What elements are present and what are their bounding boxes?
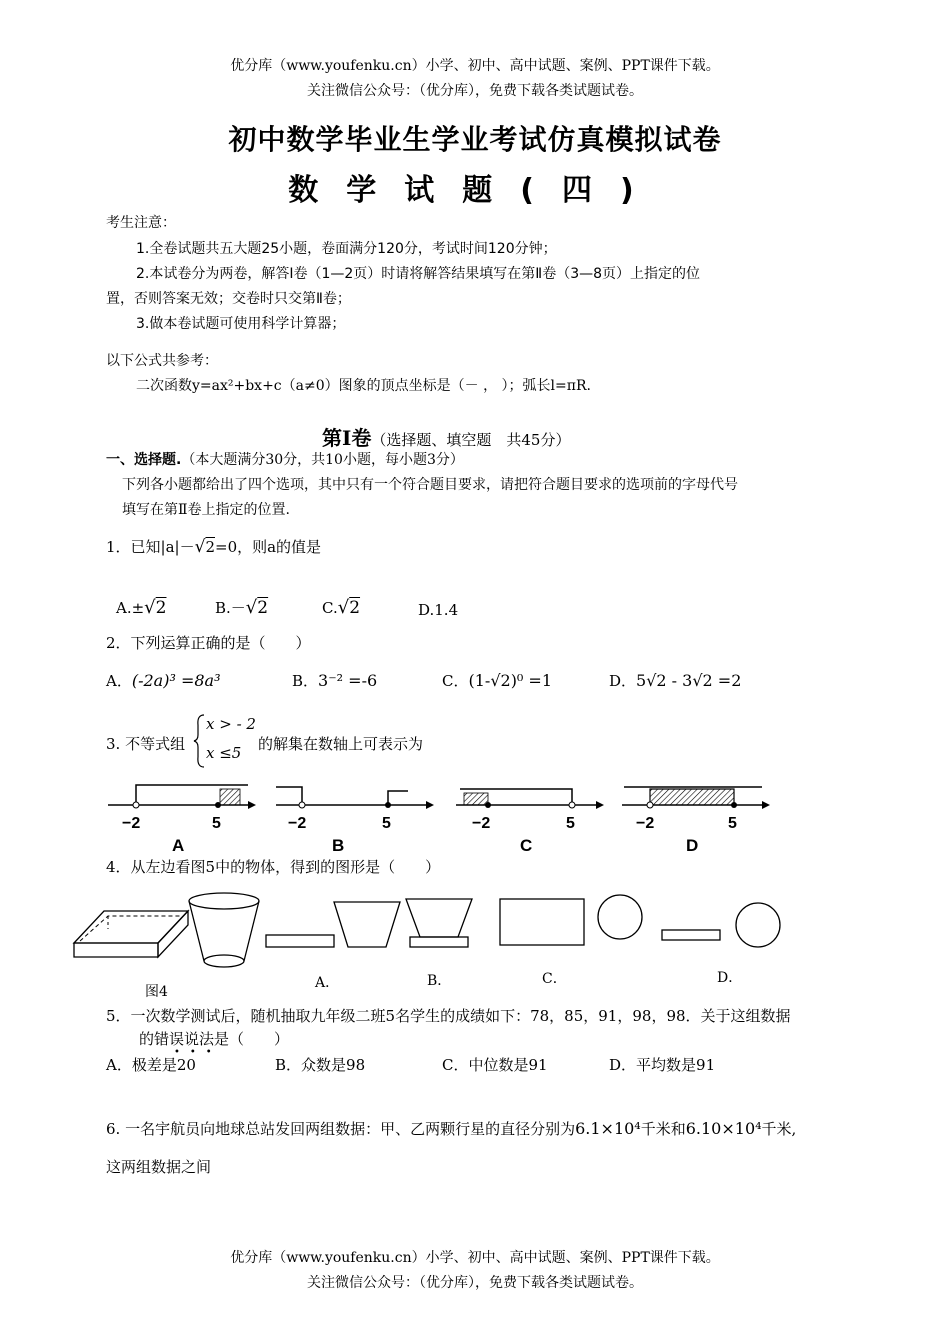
q4-figure-label: 图4	[145, 984, 168, 1000]
q3-inequality-2: x ≤5	[206, 744, 242, 762]
q2-option-b-expr: 3⁻² =-6	[318, 671, 378, 690]
q2-option-d	[609, 670, 741, 691]
q3-b-tick-right: 5	[382, 815, 391, 832]
q3-c-label: C	[520, 836, 533, 855]
question-5-stem-2: 的错误说法是（ ）	[139, 1030, 290, 1048]
q4-option-circle-shape	[598, 895, 642, 939]
q6-stem-part-a: 6. 一名宇航员向地球总站发回两组数据：甲、乙两颗行星的直径分别为	[106, 1120, 576, 1138]
q4-option-b-label: B．	[427, 973, 452, 989]
q3-d-label: D	[686, 836, 699, 855]
exam-title: 初中数学毕业生学业考试仿真模拟试卷	[228, 123, 722, 156]
question-5-stem-1: 5．一次数学测试后，随机抽取九年级二班5名学生的成绩如下：78，85，91，98，98．关于这组数据	[106, 1007, 791, 1025]
section-1-title: 第Ⅰ卷	[322, 426, 372, 450]
question-1-stem: 1．已知|a|－√2=0，则a的值是	[106, 537, 322, 557]
q6-value-2: 6.10×10⁴	[685, 1119, 762, 1138]
q4-option-rect-shape	[500, 899, 584, 945]
formula-heading: 以下公式共参考：	[106, 353, 218, 369]
q6-stem-end: 千米,	[761, 1120, 797, 1138]
q3-option-c-diagram	[456, 789, 604, 855]
q3-a-tick-right: 5	[212, 815, 221, 832]
q4-tray-figure	[74, 911, 188, 957]
footer-line-1: 优分库（www.youfenku.cn）小学、初中、高中试题、案例、PPT课件下载。	[230, 1250, 720, 1266]
q1-option-b-label: B.－	[215, 599, 246, 617]
exam-subtitle: 数学试题(四)	[288, 173, 662, 208]
part-1-heading	[106, 449, 464, 469]
q1-option-c: C.√2	[322, 597, 361, 618]
question-2-stem: 2．下列运算正确的是（ ）	[106, 634, 311, 652]
q3-inequality-1: x > - 2	[206, 715, 256, 733]
question-6-stem-2: 这两组数据之间	[106, 1158, 212, 1176]
q3-number-lines	[100, 775, 790, 855]
q4-option-c-shape	[406, 899, 472, 947]
q6-value-1: 6.1×10⁴	[575, 1119, 641, 1138]
part-1-title: 一、选择题.	[106, 452, 182, 468]
q2-option-d-label: D．	[609, 672, 637, 690]
q3-b-tick-left: −2	[288, 815, 307, 832]
section-1-heading	[322, 422, 570, 451]
q2-option-b	[292, 670, 377, 691]
q2-option-a-expr: (-2a)³ =8a³	[131, 671, 221, 690]
section-1-note: （选择题、填空题 共45分）	[371, 431, 571, 449]
q5-option-a: A．极差是20	[106, 1056, 196, 1074]
q5-option-b: B．众数是98	[275, 1056, 366, 1074]
q2-option-d-expr: 5√2 - 3√2 =2	[636, 671, 742, 690]
q2-option-b-label: B．	[292, 672, 319, 690]
q2-option-c	[442, 670, 552, 691]
q5-option-d: D．平均数是91	[609, 1056, 716, 1074]
q6-stem-mid: 千米和	[640, 1120, 686, 1138]
q2-option-a	[106, 670, 221, 691]
q3-b-label: B	[332, 836, 345, 855]
q4-option-d-circle-shape	[736, 903, 780, 947]
q2-option-c-expr: (1-√2)⁰ =1	[468, 671, 553, 690]
q4-option-d-rect-shape	[662, 930, 720, 940]
q1-option-b: B.－√2	[215, 597, 269, 618]
q3-c-tick-right: 5	[566, 815, 575, 832]
q4-option-a-shape	[266, 935, 334, 947]
q1-option-d: D.1.4	[418, 601, 459, 619]
q1-option-a-value: 2	[155, 598, 167, 618]
instruction-line-2: 填写在第Ⅱ卷上指定的位置.	[122, 502, 290, 518]
q1-option-a: A.±√2	[116, 597, 167, 618]
question-3-stem-a: 3. 不等式组	[106, 735, 186, 753]
q1-stem-part-a: 1．已知|a|－	[106, 538, 195, 556]
q1-sqrt-value: 2	[205, 538, 215, 556]
q3-d-tick-left: −2	[636, 815, 655, 832]
q1-option-c-value: 2	[349, 598, 361, 618]
q3-option-b-diagram	[276, 787, 434, 855]
q3-a-tick-left: −2	[122, 815, 141, 832]
formula-line: 二次函数y=ax²+bx+c（a≠0）图象的顶点坐标是（－ ， ）；弧长l=πR.	[136, 378, 591, 394]
question-4-stem: 4．从左边看图5中的物体，得到的图形是（ ）	[106, 858, 441, 876]
part-1-note: （本大题满分30分，共10小题，每小题3分）	[181, 452, 464, 468]
q4-option-d-label: D．	[717, 970, 743, 986]
q2-option-a-label: A．	[106, 672, 132, 690]
question-6-stem-1	[106, 1118, 796, 1139]
q1-stem-part-b: =0，则a的值是	[215, 538, 322, 556]
q1-option-b-value: 2	[257, 598, 269, 618]
footer-line-2: 关注微信公众号：（优分库），免费下载各类试题试卷。	[307, 1275, 643, 1291]
q4-cup-figure	[189, 893, 259, 967]
header-line-2: 关注微信公众号：（优分库），免费下载各类试题试卷。	[307, 83, 643, 99]
notice-item-3: 3.做本卷试题可使用科学计算器；	[136, 316, 346, 332]
q2-option-c-label: C．	[442, 672, 469, 690]
question-3-stem-b: 的解集在数轴上可表示为	[258, 735, 424, 753]
q5-emphasis-dots: •••	[174, 1047, 222, 1058]
q3-c-tick-left: −2	[472, 815, 491, 832]
notice-item-2a: 2.本试卷分为两卷，解答Ⅰ卷（1—2页）时请将解答结果填写在第Ⅱ卷（3—8页）上指定的位	[136, 266, 701, 282]
q1-option-a-label: A.±	[116, 599, 145, 617]
header-line-1: 优分库（www.youfenku.cn）小学、初中、高中试题、案例、PPT课件下载。	[230, 58, 720, 74]
q3-d-tick-right: 5	[728, 815, 737, 832]
instruction-line-1: 下列各小题都给出了四个选项，其中只有一个符合题目要求，请把符合题目要求的选项前的字母代号	[122, 477, 738, 493]
q3-a-label: A	[172, 836, 185, 855]
notice-item-1: 1.全卷试题共五大题25小题，卷面满分120分，考试时间120分钟；	[136, 241, 557, 257]
q3-option-d-diagram	[622, 787, 770, 855]
notice-item-2b: 置，否则答案无效；交卷时只交第Ⅱ卷；	[106, 291, 351, 307]
q4-option-c-label: C．	[542, 971, 567, 987]
q3-option-a-diagram	[108, 785, 256, 855]
q4-option-a-label: A．	[315, 975, 340, 991]
q5-option-c: C．中位数是91	[442, 1056, 548, 1074]
q4-option-b-shape	[334, 902, 400, 947]
notice-heading: 考生注意：	[106, 215, 176, 231]
q1-option-c-label: C.	[322, 599, 338, 617]
